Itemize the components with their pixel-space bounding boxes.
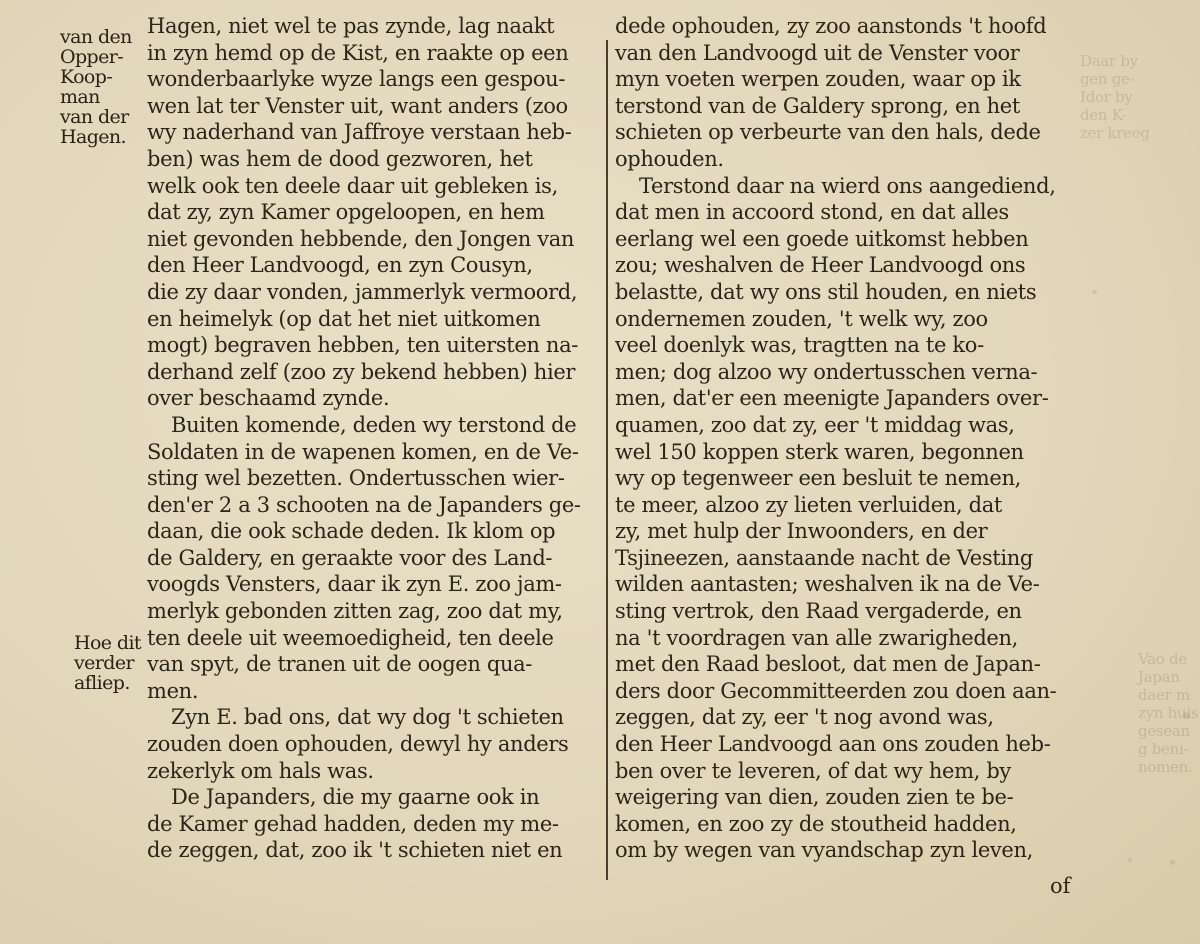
bleed-through-line: g beni- <box>1138 740 1189 758</box>
text-line: den Heer Landvoogd aan ons zouden heb- <box>615 732 1051 757</box>
text-line: wonderbaarlyke wyze langs een gespou- <box>147 67 566 92</box>
text-line: belastte, dat wy ons stil houden, en niets <box>615 279 1037 304</box>
text-line: zouden doen ophouden, dewyl hy anders <box>147 732 569 757</box>
text-line: na 't voordragen van alle zwarigheden, <box>615 625 1018 650</box>
text-line: welk ook ten deele daar uit gebleken is, <box>147 173 558 198</box>
text-line: ben) was hem de dood gezworen, het <box>147 146 533 171</box>
text-line: de zeggen, dat, zoo ik 't schieten niet en <box>147 838 563 863</box>
text-line: wilden aantasten; weshalven ik na de Ve- <box>615 572 1040 597</box>
text-line: terstond van de Galdery sprong, en het <box>615 93 1020 118</box>
text-line: wy op tegenweer een besluit te nemen, <box>615 466 1021 491</box>
text-line: ders door Gecommitteerden zou doen aan- <box>615 678 1057 703</box>
text-line: sting vertrok, den Raad vergaderde, en <box>615 599 1022 624</box>
text-line: Soldaten in de wapenen komen, en de Ve- <box>147 439 579 464</box>
catchword: of <box>1050 874 1071 898</box>
bleed-through-line: den K- <box>1080 106 1127 124</box>
text-line: zou; weshalven de Heer Landvoogd ons <box>615 253 1026 278</box>
text-line: van den Landvoogd uit de Venster voor <box>615 40 1020 65</box>
text-line: Terstond daar na wierd ons aangediend, <box>639 173 1056 198</box>
bleed-through-line: zer kreeg <box>1080 124 1150 142</box>
text-line: wel 150 koppen sterk waren, begonnen <box>615 439 1024 464</box>
margin-note-line: Hagen. <box>60 126 126 148</box>
text-line: te meer, alzoo zy lieten verluiden, dat <box>615 492 1002 517</box>
text-line: in zyn hemd op de Kist, en raakte op een <box>147 40 569 65</box>
bleed-through-line: Japan <box>1138 668 1180 686</box>
text-line: den'er 2 a 3 schooten na de Japanders ge- <box>147 492 581 517</box>
text-line: wen lat ter Venster uit, want anders (zoo <box>147 93 568 118</box>
margin-note-line: man <box>60 86 100 108</box>
right-text-column <box>615 13 1056 864</box>
text-line: zy, met hulp der Inwoonders, en der <box>615 519 988 544</box>
text-line: over beschaamd zynde. <box>147 386 390 411</box>
text-line: met den Raad besloot, dat men de Japan- <box>615 652 1041 677</box>
margin-note-line: Koop- <box>60 66 113 88</box>
left-text-column <box>147 13 581 864</box>
margin-note-hoe-dit-verder-afliep <box>74 633 141 693</box>
bleed-through-note-bottom <box>1138 650 1198 776</box>
text-line: om by wegen van vyandschap zyn leven, <box>615 838 1034 863</box>
bleed-through-line: daer m <box>1138 686 1190 704</box>
text-line: dede ophouden, zy zoo aanstonds 't hoofd <box>615 14 1047 38</box>
text-line: voogds Vensters, daar ik zyn E. zoo jam- <box>147 572 562 597</box>
margin-note-line: Opper- <box>60 46 124 68</box>
text-line: weigering van dien, zouden zien te be- <box>615 785 1014 810</box>
text-line: komen, en zoo zy de stoutheid hadden, <box>615 811 1017 836</box>
text-line: dat men in accoord stond, en dat alles <box>615 200 1009 225</box>
text-line: quamen, zoo dat zy, eer 't middag was, <box>615 412 1015 437</box>
bleed-through-line: gesean <box>1138 722 1190 740</box>
margin-note-line: verder <box>74 652 134 674</box>
column-divider-rule <box>606 40 608 880</box>
text-line: Hagen, niet wel te pas zynde, lag naakt <box>147 14 555 38</box>
foxing-spot <box>1128 858 1132 862</box>
text-line: Tsjineezen, aanstaande nacht de Vesting <box>615 545 1034 570</box>
text-line: De Japanders, die my gaarne ook in <box>171 785 540 810</box>
text-line: ten deele uit weemoedigheid, ten deele <box>147 625 554 650</box>
text-line: zekerlyk om hals was. <box>147 758 374 783</box>
margin-note-line: afliep. <box>74 672 130 694</box>
text-line: men. <box>147 678 199 703</box>
bleed-through-line: Daar by <box>1080 52 1138 70</box>
text-line: wy naderhand van Jaffroye verstaan heb- <box>147 120 572 145</box>
text-line: ophouden. <box>615 146 724 171</box>
text-line: schieten op verbeurte van den hals, dede <box>615 120 1041 145</box>
text-line: ondernemen zouden, 't welk wy, zoo <box>615 306 988 331</box>
text-line: niet gevonden hebbende, den Jongen van <box>147 226 575 251</box>
text-line: en heimelyk (op dat het niet uitkomen <box>147 306 541 331</box>
text-line: sting wel bezetten. Ondertusschen wier- <box>147 466 565 491</box>
text-line: veel doenlyk was, tragtten na te ko- <box>615 333 984 358</box>
text-line: mogt) begraven hebben, ten uitersten na- <box>147 333 579 358</box>
text-line: myn voeten werpen zouden, waar op ik <box>615 67 1021 92</box>
text-line: ben over te leveren, of dat wy hem, by <box>615 758 1011 783</box>
foxing-spot <box>1092 290 1097 294</box>
text-line: Buiten komende, deden wy terstond de <box>171 412 577 437</box>
bleed-through-line: gen ge- <box>1080 70 1135 88</box>
text-line: daan, die ook schade deden. Ik klom op <box>147 519 556 544</box>
bleed-through-line: Vao de <box>1138 650 1187 668</box>
text-line: zeggen, dat zy, eer 't nog avond was, <box>615 705 994 730</box>
text-line: men, dat'er een meenigte Japanders over- <box>615 386 1049 411</box>
margin-note-van-der-hagen <box>60 27 132 147</box>
text-line: merlyk gebonden zitten zag, zoo dat my, <box>147 599 563 624</box>
text-line: den Heer Landvoogd, en zyn Cousyn, <box>147 253 533 278</box>
text-line: derhand zelf (zoo zy bekend hebben) hier <box>147 359 576 384</box>
text-line: van spyt, de tranen uit de oogen qua- <box>147 652 533 677</box>
text-line: die zy daar vonden, jammerlyk vermoord, <box>147 279 578 304</box>
foxing-spot <box>1170 860 1175 865</box>
bleed-through-note-top <box>1080 52 1150 142</box>
bleed-through-line: Idor by <box>1080 88 1133 106</box>
bleed-through-line: nomen. <box>1138 758 1193 776</box>
text-line: men; dog alzoo wy ondertusschen verna- <box>615 359 1038 384</box>
text-line: de Kamer gehad hadden, deden my me- <box>147 811 559 836</box>
text-line: Zyn E. bad ons, dat wy dog 't schieten <box>171 705 564 730</box>
bleed-through-line: zyn huis <box>1138 704 1199 722</box>
text-line: de Galdery, en geraakte voor des Land- <box>147 545 553 570</box>
text-line: eerlang wel een goede uitkomst hebben <box>615 226 1029 251</box>
margin-note-line: van den <box>60 26 132 48</box>
margin-note-line: Hoe dit <box>74 632 141 654</box>
margin-note-line: van der <box>60 106 129 128</box>
text-line: dat zy, zyn Kamer opgeloopen, en hem <box>147 200 545 225</box>
